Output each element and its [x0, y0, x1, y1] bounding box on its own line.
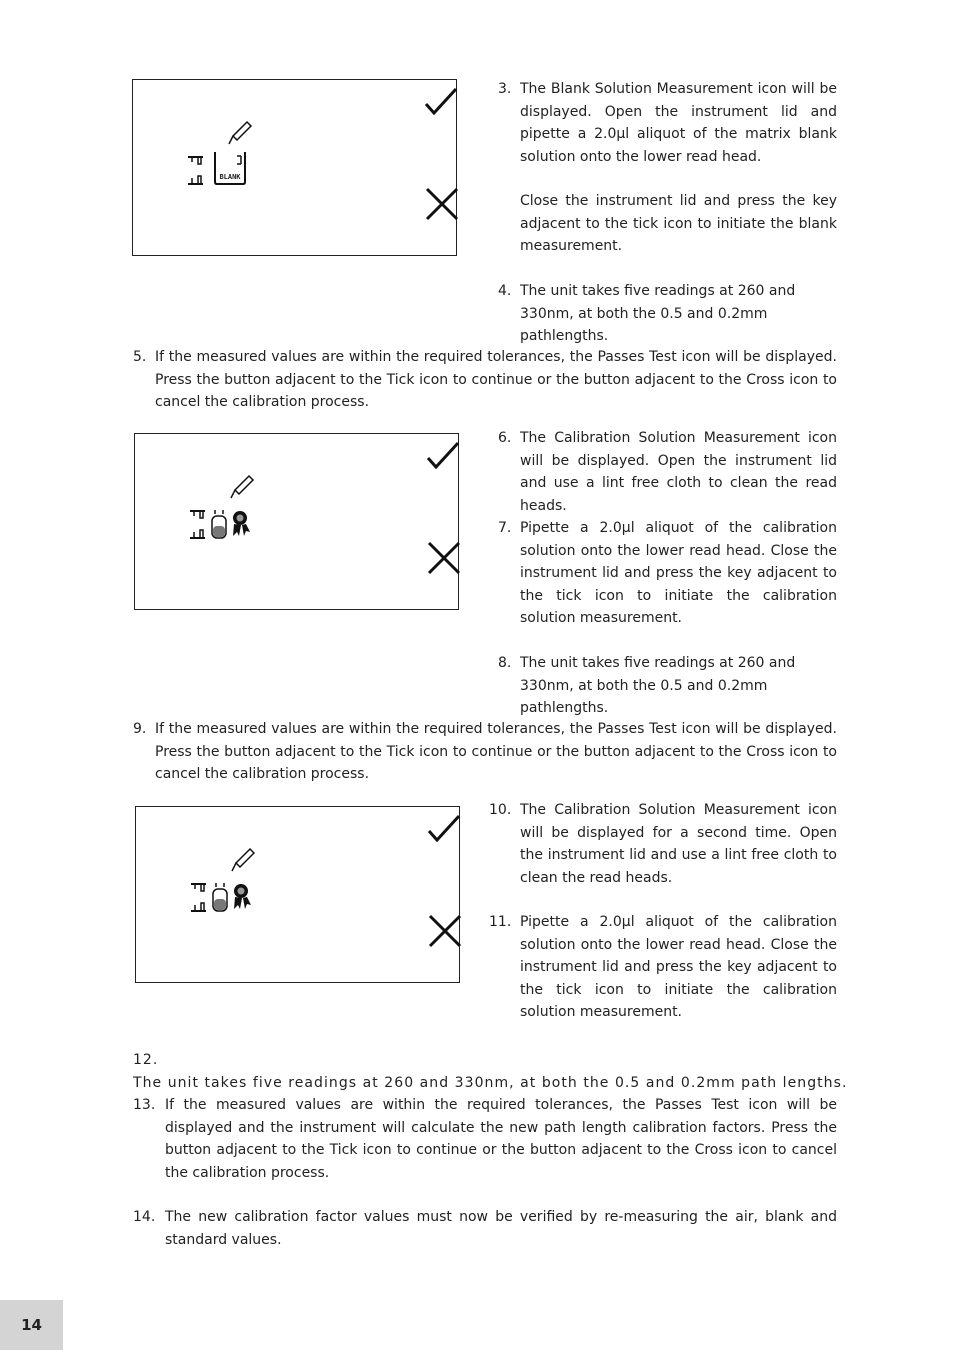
step-number: 11. [489, 914, 512, 930]
step-number: 14. [133, 1209, 156, 1225]
list-item [498, 78, 837, 258]
list-item [133, 1094, 837, 1184]
step-text: The unit takes five readings at 260 and 330nm, at both the 0.5 and 0.2mm pathlengths. [520, 655, 796, 716]
cross-icon [427, 913, 463, 949]
lcd-screen-calibration [134, 433, 459, 610]
pipette-icon [229, 474, 255, 502]
list-item [498, 427, 837, 517]
page-number: 14 [0, 1300, 63, 1350]
list-item [498, 517, 837, 630]
step-text: If the measured values are within the required tolerances, the Passes Test icon will be displayed. Press the button adjacent to the Tick icon to continue or the button adjacent to the Cross icon to cancel the calibration process. [155, 721, 837, 782]
lcd-screen-calibration-second [135, 806, 460, 983]
step-text: If the measured values are within the required tolerances, the Passes Test icon will be displayed and the instrument will calculate the new path length calibration factors. Press the button adjacent to the Tick icon to continue or the button adjacent to the Cross icon to cancel the calibration process. [165, 1097, 837, 1181]
passes-test-rosette-icon [231, 510, 251, 538]
step-text: The new calibration factor values must now be verified by re-measuring the air, blank and standard values. [165, 1209, 837, 1248]
step-text: Pipette a 2.0µl aliquot of the calibration solution onto the lower read head. Close the instrument lid and press the key adjacent to the tick icon to initiate the calibration solution measurement. [520, 914, 837, 1020]
step-number: 12. [133, 1052, 159, 1068]
list-item [133, 1206, 837, 1251]
list-item [133, 346, 837, 414]
step-text: If the measured values are within the required tolerances, the Passes Test icon will be displayed. Press the button adjacent to the Tick icon to continue or the button adjacent to the Cross icon to cancel the calibration process. [155, 349, 837, 410]
list-item [489, 911, 837, 1024]
read-head-icon [189, 508, 207, 540]
pipette-icon [227, 120, 253, 148]
cross-icon [426, 540, 462, 576]
step-number: 5. [133, 349, 147, 365]
tick-icon [423, 86, 459, 118]
list-item [133, 718, 837, 786]
calibration-vial-icon [209, 508, 229, 540]
read-head-icon [187, 154, 205, 186]
step-text: Pipette a 2.0µl aliquot of the calibration solution onto the lower read head. Close the instrument lid and press the key adjacent to the tick icon to initiate the calibration solution measurement. [520, 520, 837, 626]
pipette-icon [230, 847, 256, 875]
step-text: The unit takes five readings at 260 and 330nm, at both the 0.5 and 0.2mm path lengths. [133, 1074, 848, 1091]
step-number: 10. [489, 802, 512, 818]
step-text: The Calibration Solution Measurement icon will be displayed. Open the instrument lid and use a lint free cloth to clean the read heads. [520, 430, 837, 514]
step-number: 8. [498, 655, 512, 671]
step-text: The Blank Solution Measurement icon will be displayed. Open the instrument lid and pipette a 2.0µl aliquot of the matrix blank solution onto the lower read head. [520, 81, 837, 165]
blank-label: BLANK [219, 173, 241, 181]
step-number: 9. [133, 721, 147, 737]
list-item [489, 799, 837, 889]
list-item [498, 652, 837, 720]
read-head-icon [190, 881, 208, 913]
cross-icon [424, 186, 460, 222]
step-text: Close the instrument lid and press the key adjacent to the tick icon to initiate the blank measurement. [520, 193, 837, 254]
list-item [133, 1049, 848, 1094]
step-number: 13. [133, 1097, 156, 1113]
step-number: 4. [498, 283, 512, 299]
lcd-screen-blank [132, 79, 457, 256]
step-number: 6. [498, 430, 512, 446]
passes-test-rosette-icon [232, 883, 252, 911]
step-text: The Calibration Solution Measurement icon will be displayed for a second time. Open the instrument lid and use a lint free cloth to clean the read heads. [520, 802, 837, 886]
tick-icon [425, 440, 461, 472]
list-item [498, 280, 837, 348]
step-number: 3. [498, 81, 512, 97]
step-text: The unit takes five readings at 260 and 330nm, at both the 0.5 and 0.2mm pathlengths. [520, 283, 796, 344]
step-number: 7. [498, 520, 512, 536]
calibration-vial-icon [210, 881, 230, 913]
tick-icon [426, 813, 462, 845]
